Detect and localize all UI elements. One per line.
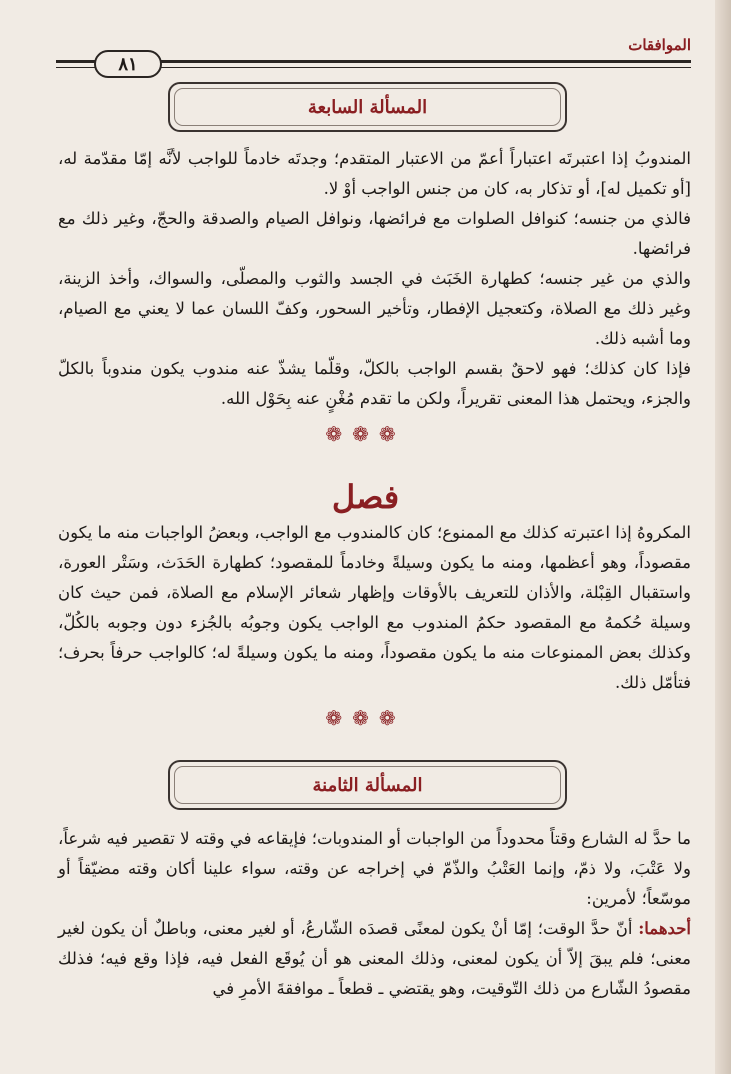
section-eight-body (58, 824, 691, 1004)
running-title: الموافقات (628, 36, 691, 54)
section-seven-paragraph: فالذي من جنسه؛ كنوافل الصلوات مع فرائضها، ونوافل الصيام والصدقة والحجّ، وغير ذلك مع فرائضها. (58, 209, 691, 258)
page-number: ٨١ (94, 50, 162, 78)
section-eight-title: المسألة الثامنة (312, 774, 423, 796)
section-eight-title-inner-border (174, 766, 561, 804)
section-seven-paragraph: المندوبُ إذا اعتبرتَه اعتباراً أعمّ من الاعتبار المتقدم؛ وجدتَه خادماً للواجب لأنَّه إمّا مقدّمة له، [أو تكميل له]، أو تذكار به، كان من جنس الواجب أوْ لا. (58, 149, 691, 198)
ornament-divider: ❁❁❁ (325, 706, 406, 730)
section-eight-title-box (168, 760, 567, 810)
section-eight-paragraph (58, 914, 691, 1004)
section-seven-title: المسألة السابعة (307, 96, 428, 118)
fasl-paragraph: المكروهُ إذا اعتبرته كذلك مع الممنوع؛ كان كالمندوب مع الواجب، وبعضُ الواجبات منه ما يكون مقصوداً، وهو أعظمها، ومنه ما يكون وسيلةً وخادماً للمقصود؛ كطهارة الحَدَث، وسَتْر العورة، واستقبال القِبْلة، والأذان للتعريف بالأوقات وإظهار شعائر الإسلام مع الصلاة، فمن حيث كان وسيلة حُكمهُ مع المقصود حكمُ المندوب مع الواجب يكون وجوبُه بالجُزء دون وجوبه بالكُلّ، وكذلك بعض الممنوعات منه ما يكون مقصوداً، ومنه ما يكون وسيلةً له؛ كالواجب حرفاً بحرف؛ فتأمّل ذلك. (58, 523, 691, 692)
first-reason-text: أنّ حدَّ الوقت؛ إمّا أنْ يكون لمعنًى قصدَه الشّارعُ، أو لغير معنى، وباطلٌ أن يكون لغير معنى؛ فلم يبقَ إلاّ أن يكون لمعنى، وذلك المعنى هو أن يُوقَع الفعل فيه، فإذا وقع فيه؛ فذلك مقصودُ الشّارع من ذلك التّوقيت، وهو يقتضي ـ قطعاً ـ موافقةَ الأمرِ في (58, 919, 691, 998)
ornament-divider: ❁❁❁ (325, 422, 406, 446)
section-seven-title-box (168, 82, 567, 132)
section-eight-paragraph: ما حدَّ له الشارع وقتاً محدوداً من الواجبات أو المندوبات؛ فإيقاعه في وقته لا تقصير فيه شرعاً، ولا عَتْبَ، ولا ذمّ، وإنما العَتْبُ والذّمّ في إخراجه عن وقته، سواء علينا أكان وقته مضيّقاً أو موسّعاً؛ لأمرين: (58, 829, 691, 908)
page-spine (715, 0, 731, 1074)
section-seven-title-inner-border (174, 88, 561, 126)
fasl-heading: فصل (331, 478, 400, 516)
first-reason-label: أحدهما: (638, 919, 691, 938)
fasl-body (58, 518, 691, 698)
section-seven-body (58, 144, 691, 414)
section-seven-paragraph: فإذا كان كذلك؛ فهو لاحقٌ بقسم الواجب بالكلّ، وقلّما يشذّ عنه مندوب يكون مندوباً بالكلّ والجزء، ويحتمل هذا المعنى تقريراً، ولكن ما تقدم مُغْنٍ عنه بِحَوْل الله. (58, 359, 691, 408)
section-seven-paragraph: والذي من غير جنسه؛ كطهارة الخَبَث في الجسد والثوب والمصلّى، والسواك، وأخذ الزينة، وغير ذلك مع الصلاة، وكتعجيل الإفطار، وتأخير السحور، وكفّ اللسان عما لا يعني مع الصيام، وما أشبه ذلك. (58, 269, 691, 348)
